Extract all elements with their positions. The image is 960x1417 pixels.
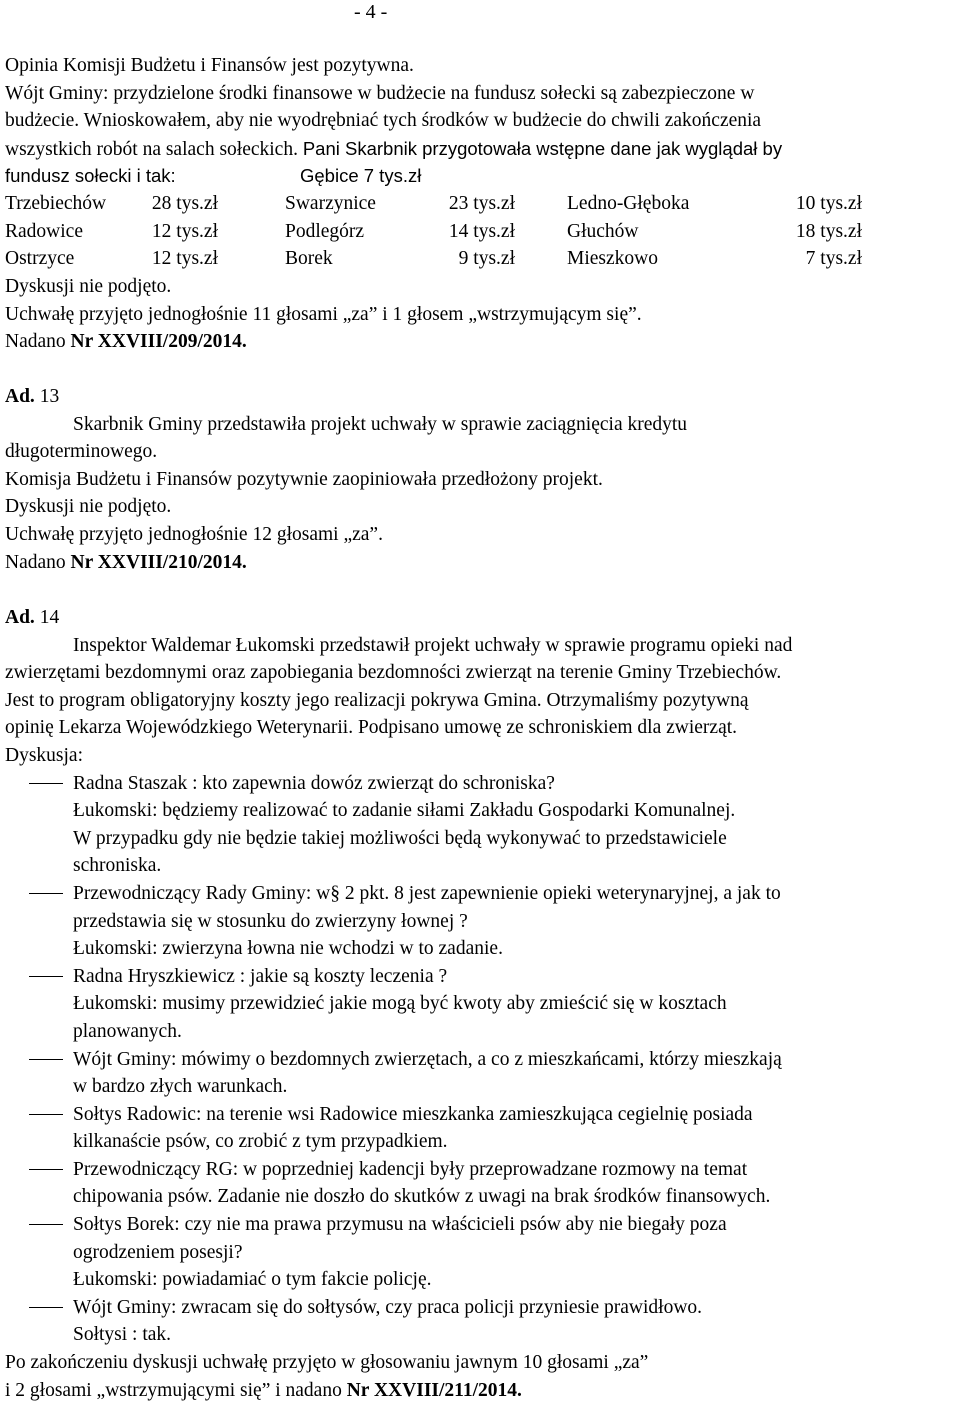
dash-bullet-icon — [29, 1307, 63, 1308]
discussion-item-line: Radna Hryszkiewicz : jakie są koszty leczenia ? — [73, 965, 448, 987]
fund-village-name: Podlegórz — [285, 220, 365, 242]
discussion-item-line: Łukomski: będziemy realizować to zadanie siłami Zakładu Gospodarki Komunalnej. — [73, 800, 736, 822]
ad14-closing-line-1: Po zakończeniu dyskusji uchwałę przyjęto w głosowaniu jawnym 10 głosami „za” — [5, 1352, 649, 1374]
dash-bullet-icon — [29, 1059, 63, 1060]
discussion-item-line: Przewodniczący Rady Gminy: w§ 2 pkt. 8 jest zapewnienie opieki weterynaryjnej, a jak to — [73, 882, 781, 904]
wojt-statement-line-2: budżecie. Wnioskowałem, aby nie wyodrębniać tych środków w budżecie do chwili zakończenia — [5, 110, 762, 132]
ad14-line-3: Jest to program obligatoryjny koszty jego realizacji pokrywa Gmina. Otrzymaliśmy pozytywną — [5, 689, 749, 711]
fund-amount: 23 tys.zł — [448, 193, 515, 214]
fund-amount: 12 tys.zł — [151, 248, 218, 270]
fund-amount: 10 tys.zł — [795, 193, 862, 214]
fund-village-name: Borek — [285, 248, 333, 270]
dash-bullet-icon — [29, 1114, 63, 1115]
discussion-item-line: schroniska. — [73, 855, 162, 877]
skarbnik-statement: Pani Skarbnik przygotowała wstępne dane jak wyglądał by — [302, 137, 783, 159]
discussion-item-line: Wójt Gminy: zwracam się do sołtysów, czy praca policji przyniesie prawidłowo. — [73, 1296, 703, 1318]
ad13-nadano: Nadano Nr XXVIII/210/2014. — [5, 551, 247, 573]
discussion-item-line: kilkanaście psów, co zrobić z tym przypadkiem. — [73, 1131, 448, 1153]
fund-village-name: Swarzynice — [285, 193, 376, 214]
discussion-item — [5, 1046, 957, 1101]
ad12-resolution: Uchwałę przyjęto jednogłośnie 11 głosami „za” i 1 głosem „wstrzymującym się”. — [5, 303, 642, 325]
fund-amount: 28 tys.zł — [151, 193, 218, 214]
page-number: - 4 - — [354, 1, 388, 23]
discussion-item-line: Sołtys Borek: czy nie ma prawa przymusu na właścicieli psów aby nie biegały poza — [73, 1214, 727, 1236]
opinion-line: Opinia Komisji Budżetu i Finansów jest pozytywna. — [5, 55, 414, 76]
fund-village-name: Trzebiechów — [5, 193, 107, 214]
fund-village-name: Mieszkowo — [567, 248, 658, 270]
ad12-conclusion — [5, 273, 957, 356]
dash-bullet-icon — [29, 783, 63, 784]
ad13-line-4: Dyskusji nie podjęto. — [5, 496, 172, 518]
discussion-item-line: Sołtys Radowic: na terenie wsi Radowice mieszkanka zamieszkująca cegielnię posiada — [73, 1103, 753, 1125]
wojt-statement-line-1: Wójt Gminy: przydzielone środki finansowe w budżecie na fundusz sołecki są zabezpieczone w — [5, 82, 755, 104]
discussion-item — [5, 963, 957, 1046]
ad14-line-2: zwierzętami bezdomnymi oraz zapobiegania bezdomności zwierząt na terenie Gminy Trzebiechów. — [5, 662, 782, 684]
fund-intro-label: fundusz sołecki i tak: — [5, 165, 176, 187]
ad13-line-5: Uchwałę przyjęto jednogłośnie 12 głosami „za”. — [5, 523, 383, 545]
fund-village-name: Ledno-Głęboka — [567, 193, 690, 214]
dash-bullet-icon — [29, 1224, 63, 1225]
ad12-resolution-number: Nr XXVIII/209/2014. — [70, 331, 247, 353]
discussion-item-line: w bardzo złych warunkach. — [73, 1076, 288, 1098]
discussion-item-line: przedstawia się w stosunku do zwierzyny łownej ? — [73, 910, 468, 932]
ad13-line-3: Komisja Budżetu i Finansów pozytywnie zaopiniowała przedłożony projekt. — [5, 468, 603, 490]
discussion-item-line: W przypadku gdy nie będzie takiej możliwości będą wykonywać to przedstawiciele — [73, 827, 727, 849]
discussion-item-line: Łukomski: zwierzyna łowna nie wchodzi w to zadanie. — [73, 938, 503, 960]
wojt-statement-line-3 — [5, 135, 957, 163]
ad14-discussion-list — [5, 770, 957, 1349]
fund-table — [5, 190, 957, 273]
fund-amount: 7 tys.zł — [805, 248, 862, 270]
fund-row — [5, 218, 957, 246]
ad13-section — [5, 383, 957, 576]
ad14-resolution-number: Nr XXVIII/211/2014. — [346, 1379, 522, 1401]
discussion-item — [5, 1211, 957, 1294]
dash-bullet-icon — [29, 1169, 63, 1170]
fund-amount: 12 tys.zł — [151, 220, 218, 242]
fund-amount: 9 tys.zł — [458, 248, 515, 270]
ad13-line-1: Skarbnik Gminy przedstawiła projekt uchwały w sprawie zaciągnięcia kredytu — [73, 413, 688, 435]
ad12-discussion: Dyskusji nie podjęto. — [5, 276, 172, 297]
discussion-item — [5, 1156, 957, 1211]
fund-amount: 14 tys.zł — [448, 220, 515, 242]
ad14-line-4: opinię Lekarza Wojewódzkiego Weterynarii. Podpisano umowę ze schroniskiem dla zwierząt. — [5, 717, 738, 739]
ad14-line-1: Inspektor Waldemar Łukomski przedstawił projekt uchwały w sprawie programu opieki nad — [73, 634, 793, 656]
discussion-item-line: chipowania psów. Zadanie nie doszło do skutków z uwagi na brak środków finansowych. — [73, 1186, 771, 1208]
ad14-section — [5, 604, 957, 1404]
intro-section — [5, 52, 957, 190]
discussion-item-line: planowanych. — [73, 1020, 182, 1042]
fund-village-name: Ostrzyce — [5, 248, 75, 270]
discussion-item-line: Łukomski: musimy przewidzieć jakie mogą być kwoty aby zmieścić się w kosztach — [73, 993, 727, 1015]
ad13-heading: Ad. 13 — [5, 386, 60, 407]
dash-bullet-icon — [29, 893, 63, 894]
discussion-item — [5, 1294, 957, 1349]
discussion-item-line: Przewodniczący RG: w poprzedniej kadencji były przeprowadzane rozmowy na temat — [73, 1158, 748, 1180]
ad12-nadano: Nadano Nr XXVIII/209/2014. — [5, 331, 247, 353]
ad13-resolution-number: Nr XXVIII/210/2014. — [70, 551, 247, 573]
ad14-closing-line-2: i 2 głosami „wstrzymującymi się” i nadano Nr XXVIII/211/2014. — [5, 1379, 522, 1401]
fund-gebice: Gębice 7 tys.zł — [300, 165, 422, 187]
fund-village-name: Radowice — [5, 220, 83, 242]
discussion-item — [5, 770, 957, 880]
discussion-item-line: Sołtysi : tak. — [73, 1324, 172, 1346]
ad13-line-2: długoterminowego. — [5, 441, 158, 463]
discussion-item-line: Łukomski: powiadamiać o tym fakcie policję. — [73, 1269, 432, 1291]
discussion-item-line: Radna Staszak : kto zapewnia dowóz zwierząt do schroniska? — [73, 772, 555, 794]
discussion-item — [5, 1101, 957, 1156]
fund-village-name: Głuchów — [567, 220, 639, 242]
discussion-item — [5, 880, 957, 963]
wojt-statement-end: wszystkich robót na salach sołeckich. — [5, 138, 298, 160]
fund-intro-line — [5, 162, 957, 190]
fund-row — [5, 190, 957, 218]
fund-row — [5, 245, 957, 273]
dash-bullet-icon — [29, 976, 63, 977]
discussion-item-line: Wójt Gminy: mówimy o bezdomnych zwierzętach, a co z mieszkańcami, którzy mieszkają — [73, 1048, 782, 1070]
ad14-discussion-label: Dyskusja: — [5, 744, 83, 766]
discussion-item-line: ogrodzeniem posesji? — [73, 1241, 243, 1263]
fund-amount: 18 tys.zł — [795, 220, 862, 242]
ad14-heading: Ad. 14 — [5, 607, 60, 628]
